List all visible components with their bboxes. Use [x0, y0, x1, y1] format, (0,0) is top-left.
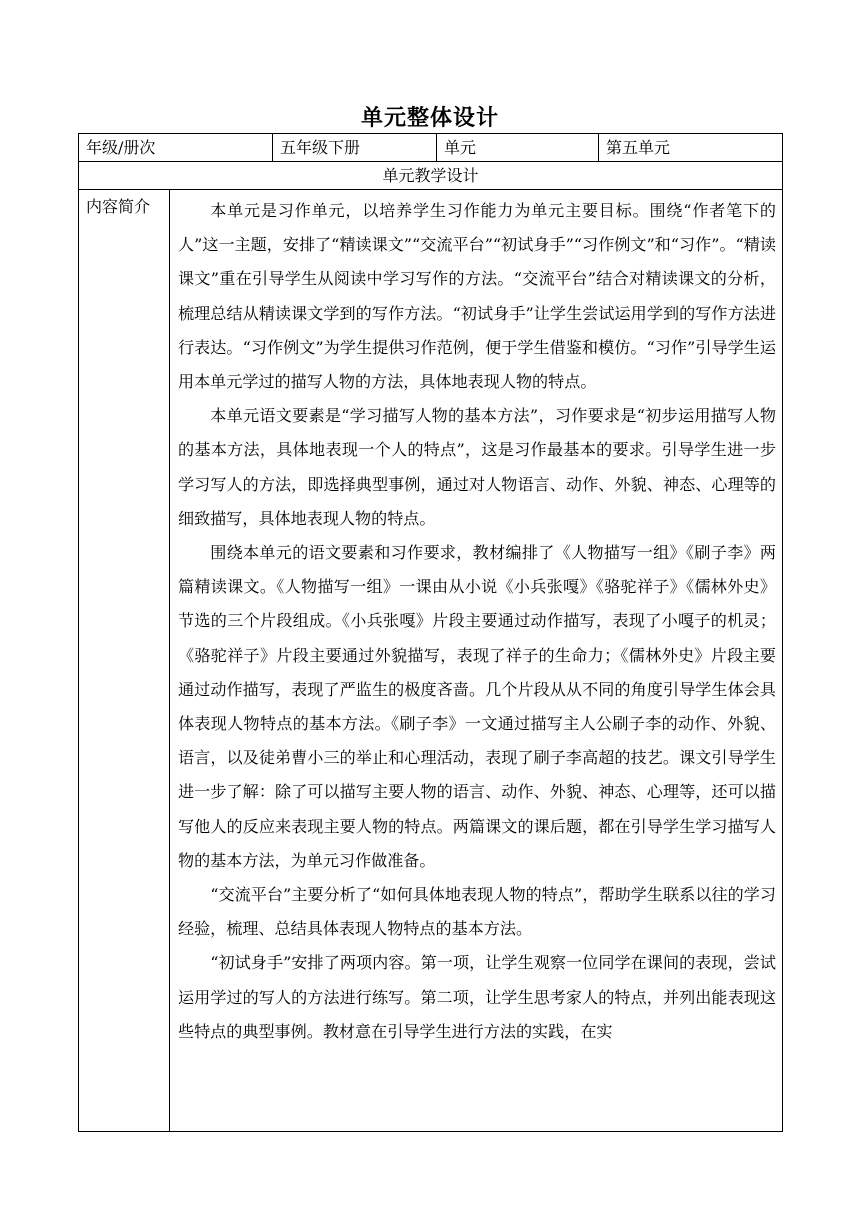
document-title: 单元整体设计: [360, 106, 499, 131]
header-row: [79, 134, 783, 162]
section-title-cell: 单元教学设计: [79, 162, 783, 190]
intro-paragraph: 本单元是习作单元，以培养学生习作能力为单元主要目标。围绕“作者笔下的人”这一主题，安排了“精读课文”“交流平台”“初试身手”“习作例文”和“习作”。“精读课文”重在引导学生从阅读中学习写作的方法。“交流平台”结合对精读课文的分析，梳理总结从精读课文学到的写作方法。“初试身手”让学生尝试运用学到的写作方法进行表达。“习作例文”为学生提供习作范例，便于学生借鉴和模仿。“习作”引导学生运用本单元学过的描写人物的方法，具体地表现人物的特点。: [178, 201, 776, 392]
grade-label-cell: 年级/册次: [79, 134, 273, 162]
intro-row: [79, 190, 783, 1132]
grade-value-cell: 五年级下册: [273, 134, 437, 162]
intro-label-cell: 内容简介: [79, 190, 170, 1132]
intro-paragraph: “初试身手”安排了两项内容。第一项，让学生观察一位同学在课间的表现，尝试运用学过的写人的方法进行练写。第二项，让学生思考家人的特点，并列出能表现这些特点的典型事例。教材意在引导学生进行方法的实践，在实: [178, 953, 776, 1041]
unit-label-cell: 单元: [437, 134, 599, 162]
unit-design-table: [78, 133, 783, 1132]
intro-paragraph: “交流平台”主要分析了“如何具体地表现人物的特点”，帮助学生联系以往的学习经验，梳理、总结具体表现人物特点的基本方法。: [178, 885, 776, 939]
intro-paragraph: 本单元语文要素是“学习描写人物的基本方法”，习作要求是“初步运用描写人物的基本方法，具体地表现一个人的特点”，这是习作最基本的要求。引导学生进一步学习写人的方法，即选择典型事例，通过对人物语言、动作、外貌、神态、心理等的细致描写，具体地表现人物的特点。: [178, 406, 776, 528]
unit-value-cell: 第五单元: [599, 134, 783, 162]
intro-body-cell: [170, 190, 783, 1132]
intro-paragraph: 围绕本单元的语文要素和习作要求，教材编排了《人物描写一组》《刷子李》两篇精读课文。《人物描写一组》一课由从小说《小兵张嘎》《骆驼祥子》《儒林外史》节选的三个片段组成。《小兵张嘎》片段主要通过动作描写，表现了小嘎子的机灵；《骆驼祥子》片段主要通过外貌描写，表现了祥子的生命力；《儒林外史》片段主要通过动作描写，表现了严监生的极度吝啬。几个片段从从不同的角度引导学生体会具体表现人物特点的基本方法。《刷子李》一文通过描写主人公刷子李的动作、外貌、语言，以及徒弟曹小三的举止和心理活动，表现了刷子李高超的技艺。课文引导学生进一步了解：除了可以描写主要人物的语言、动作、外貌、神态、心理等，还可以描写他人的反应来表现主要人物的特点。两篇课文的课后题，都在引导学生学习描写人物的基本方法，为单元习作做准备。: [178, 543, 776, 870]
section-row: [79, 162, 783, 190]
